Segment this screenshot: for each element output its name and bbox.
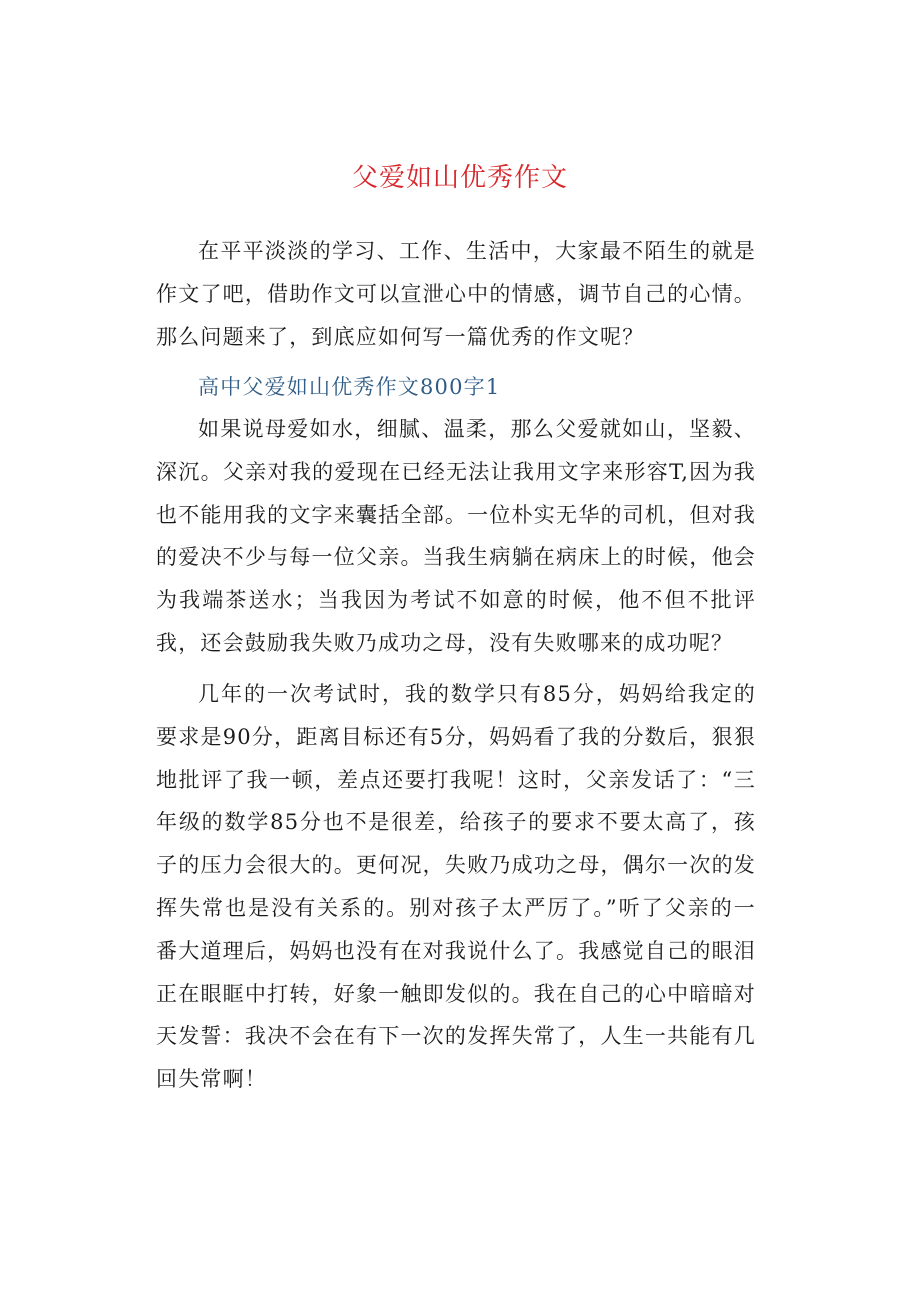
body-paragraph: 如果说母爱如水，细腻、温柔，那么父爱就如山，坚毅、深沉。父亲对我的爱现在已经无法让我用文字来形容T,因为我也不能用我的文字来囊括全部。一位朴实无华的司机，但对我的爱决不少与每一位父亲。当我生病躺在病床上的时候，他会为我端茶送水；当我因为考试不如意的时候，他不但不批评我，还会鼓励我失败乃成功之母，没有失败哪来的成功呢？ (156, 417, 756, 655)
intro-paragraph: 在平平淡淡的学习、工作、生活中，大家最不陌生的就是作文了吧，借助作文可以宣泄心中的情感，调节自己的心情。那么问题来了，到底应如何写一篇优秀的作文呢？ (156, 239, 756, 349)
body-paragraph: 几年的一次考试时，我的数学只有85分，妈妈给我定的要求是90分，距离目标还有5分，妈妈看了我的分数后，狠狠地批评了我一顿，差点还要打我呢！这时，父亲发话了：“三年级的数学85分也不是很差，给孩子的要求不要太高了，孩子的压力会很大的。更何况，失败乃成功之母，偶尔一次的发挥失常也是没有关系的。别对孩子太严厉了。”听了父亲的一番大道理后，妈妈也没有在对我说什么了。我感觉自己的眼泪正在眼眶中打转，好象一触即发似的。我在自己的心中暗暗对天发誓：我决不会在有下一次的发挥失常了，人生一共能有几回失常啊！ (156, 682, 756, 1092)
section-heading: 高中父爱如山优秀作文800字1 (198, 375, 501, 399)
section-heading-block (156, 366, 756, 409)
document-title: 父爱如山优秀作文 (351, 163, 568, 193)
intro-block (156, 230, 756, 358)
paragraph-block-1 (156, 408, 756, 665)
paragraph-block-2 (156, 673, 756, 1101)
